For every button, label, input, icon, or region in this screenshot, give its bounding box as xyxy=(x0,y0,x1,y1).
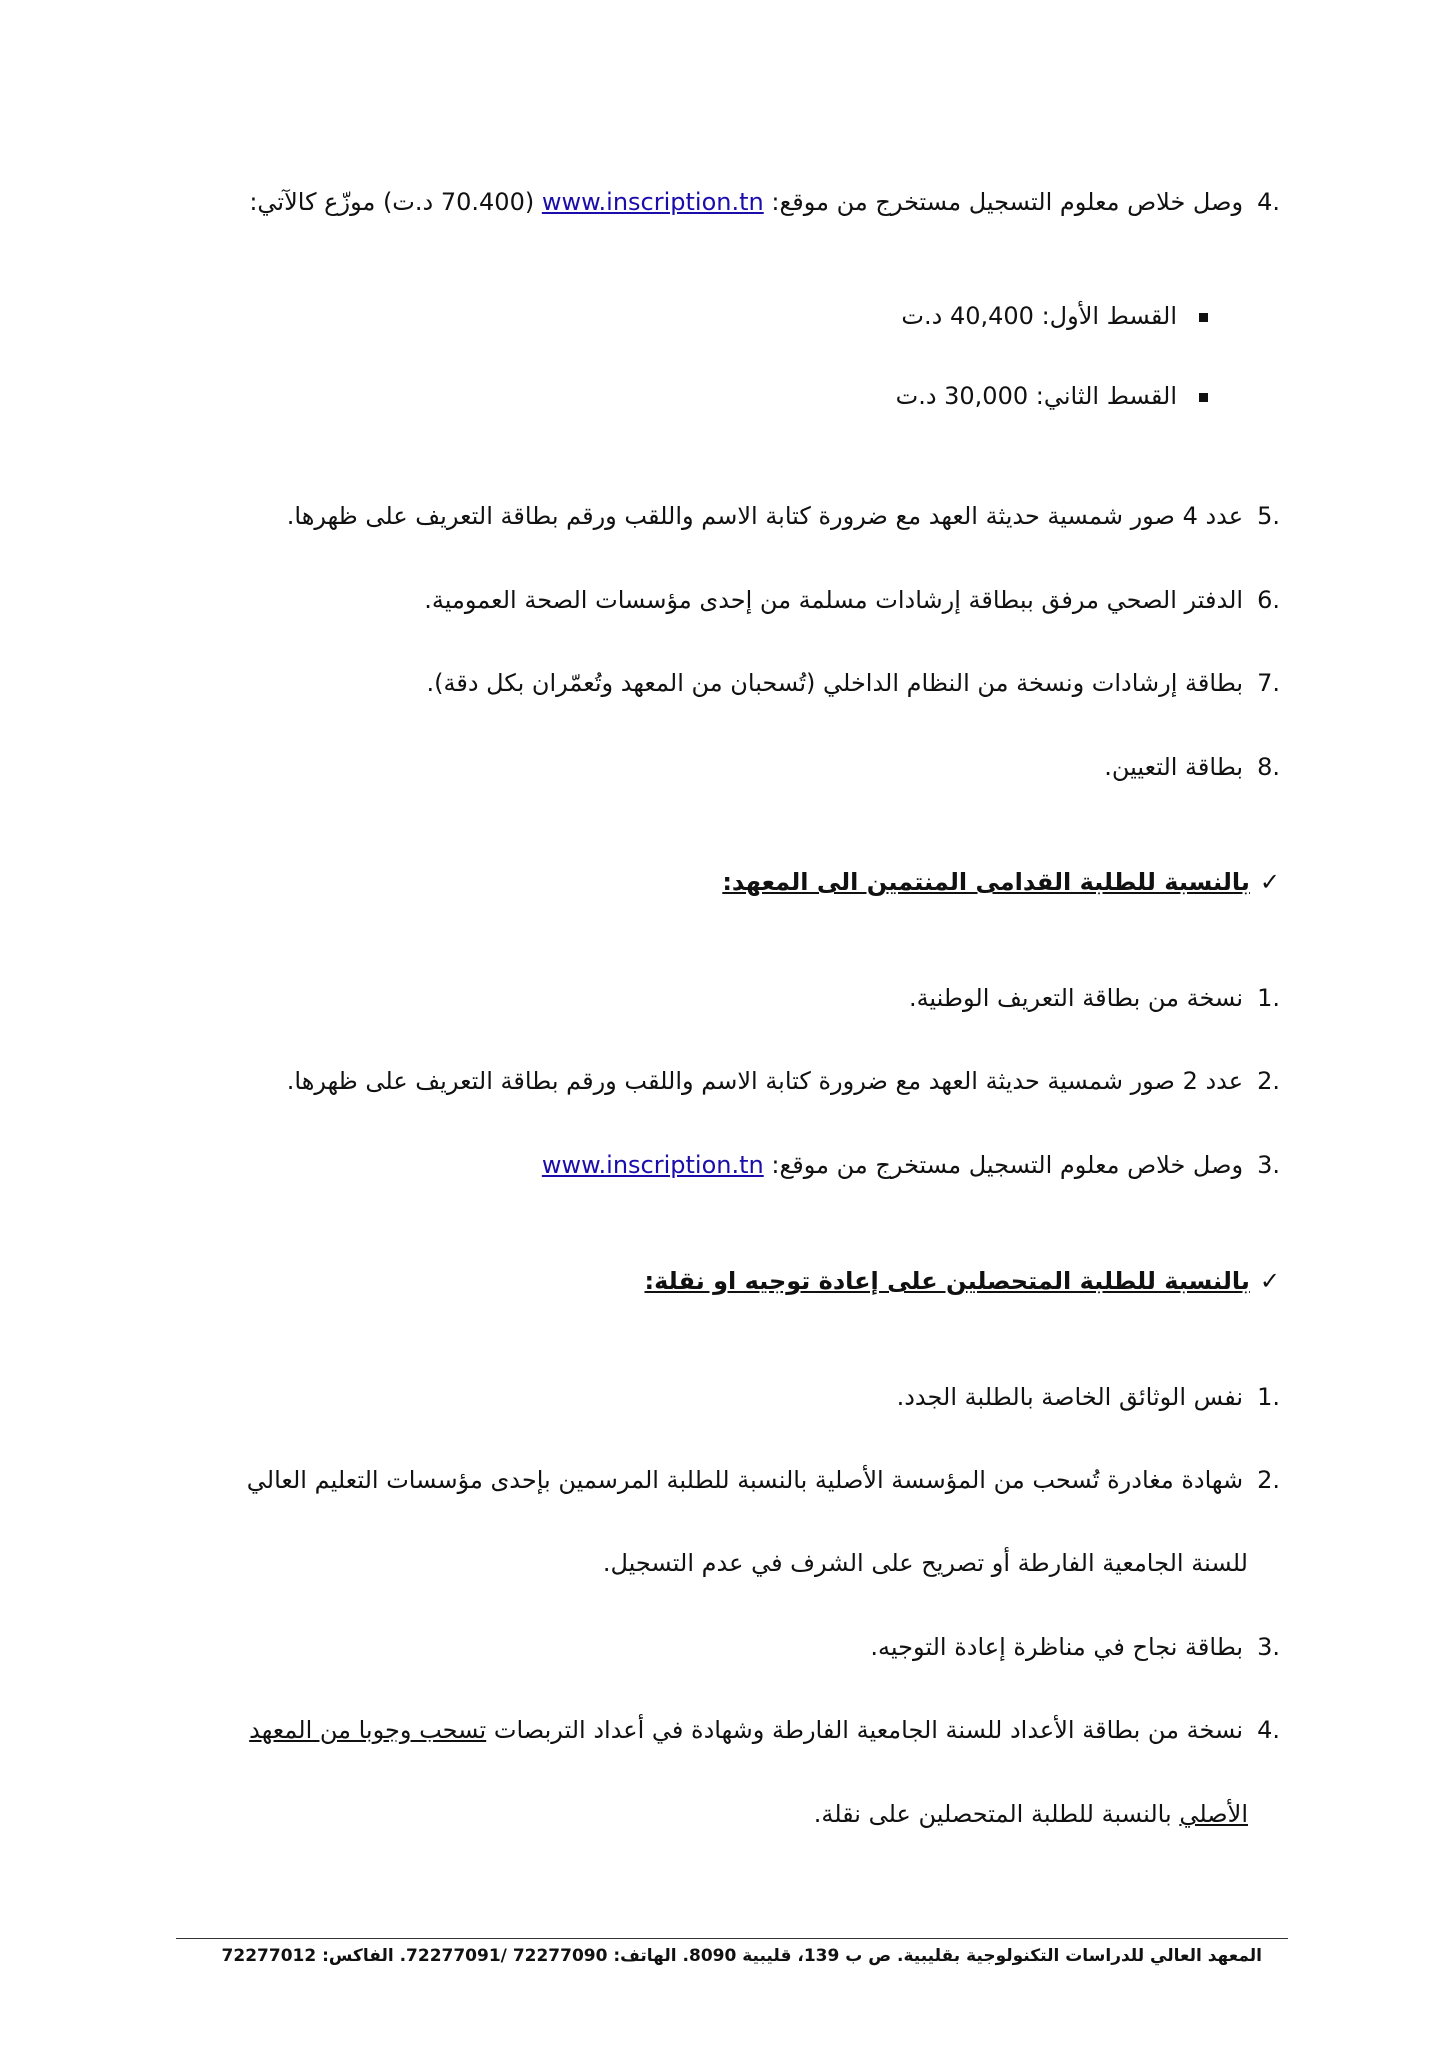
item-text: بطاقة نجاح في مناظرة إعادة التوجيه. xyxy=(870,1633,1244,1661)
item-number: 4 . xyxy=(1257,1710,1280,1750)
footer-divider xyxy=(176,1938,1288,1939)
list-item-id-copy xyxy=(909,978,1280,1018)
footer-contact: المعهد العالي للدراسات التكنولوجية بقليبية. ص ب 139، قليبية 8090. الهاتف: 72277090 /72277091. الفاكس: 72277012 xyxy=(221,1946,1262,1966)
item-number: 7 . xyxy=(1257,663,1280,703)
item-number: 3 . xyxy=(1257,1145,1280,1185)
item-text: بطاقة إرشادات ونسخة من النظام الداخلي (تُسحبان من المعهد وتُعمّران بكل دقة). xyxy=(426,669,1244,697)
square-bullet-icon xyxy=(1199,393,1208,402)
item-text: عدد 2 صور شمسية حديثة العهد مع ضرورة كتابة الاسم واللقب ورقم بطاقة التعريف على ظهرها. xyxy=(286,1067,1244,1095)
list-item-fee-receipt xyxy=(249,182,1280,222)
list-item-photos xyxy=(287,496,1280,536)
item-text: نفس الوثائق الخاصة بالطلبة الجدد. xyxy=(896,1383,1244,1411)
item-text-after: (70.400 د.ت) موزّع كالآتي: xyxy=(249,188,542,216)
list-item-guidance-card xyxy=(427,663,1281,703)
inscription-link[interactable]: www.inscription.tn xyxy=(541,1151,764,1179)
list-item-continuation xyxy=(814,1794,1248,1834)
item-number: 1 . xyxy=(1257,1377,1280,1417)
item-text: نسخة من بطاقة التعريف الوطنية. xyxy=(908,984,1244,1012)
item-number: 2 . xyxy=(1257,1061,1280,1101)
list-item-health-book xyxy=(424,580,1280,620)
section-heading-returning-students xyxy=(722,862,1280,902)
list-item-grades-card xyxy=(249,1710,1280,1750)
item-text: وصل خلاص معلوم التسجيل مستخرج من موقع: xyxy=(763,188,1244,216)
item-number: 1 . xyxy=(1257,978,1280,1018)
square-bullet-icon xyxy=(1199,313,1208,322)
underlined-text: تسحب وجوبا من المعهد xyxy=(249,1716,487,1744)
item-text: شهادة مغادرة تُسحب من المؤسسة الأصلية بالنسبة للطلبة المرسمين بإحدى مؤسسات التعليم العالي xyxy=(246,1466,1244,1494)
installment-2 xyxy=(896,376,1208,416)
underlined-text: الأصلي xyxy=(1179,1800,1248,1828)
list-item-assignment-card xyxy=(1104,747,1280,787)
installment-text: القسط الأول: 40,400 د.ت xyxy=(901,302,1177,330)
heading-text: بالنسبة للطلبة المتحصلين على إعادة توجيه او نقلة: xyxy=(644,1267,1250,1295)
item-text: بالنسبة للطلبة المتحصلين على نقلة. xyxy=(813,1800,1180,1828)
list-item-continuation xyxy=(603,1543,1248,1583)
list-item-success-card xyxy=(870,1627,1280,1667)
item-number: 2 . xyxy=(1257,1460,1280,1500)
item-number: 3 . xyxy=(1257,1627,1280,1667)
heading-text: بالنسبة للطلبة القدامى المنتمين الى المعهد: xyxy=(722,868,1250,896)
item-text: بطاقة التعيين. xyxy=(1104,753,1244,781)
item-text: عدد 4 صور شمسية حديثة العهد مع ضرورة كتابة الاسم واللقب ورقم بطاقة التعريف على ظهرها. xyxy=(286,502,1244,530)
item-number: 4 . xyxy=(1257,182,1280,222)
item-number: 6 . xyxy=(1257,580,1280,620)
item-text: للسنة الجامعية الفارطة أو تصريح على الشرف في عدم التسجيل. xyxy=(602,1549,1248,1577)
list-item-same-documents xyxy=(897,1377,1280,1417)
inscription-link[interactable]: www.inscription.tn xyxy=(541,188,764,216)
item-number: 5 . xyxy=(1257,496,1280,536)
item-text: وصل خلاص معلوم التسجيل مستخرج من موقع: xyxy=(763,1151,1244,1179)
installment-1 xyxy=(901,296,1208,336)
item-text: نسخة من بطاقة الأعداد للسنة الجامعية الفارطة وشهادة في أعداد التربصات xyxy=(486,1716,1244,1744)
item-number: 8 . xyxy=(1257,747,1280,787)
checkmark-icon: ✓ xyxy=(1259,868,1280,896)
list-item-photos xyxy=(287,1061,1280,1101)
item-text: الدفتر الصحي مرفق ببطاقة إرشادات مسلمة من إحدى مؤسسات الصحة العمومية. xyxy=(424,586,1244,614)
checkmark-icon: ✓ xyxy=(1259,1267,1280,1295)
installment-text: القسط الثاني: 30,000 د.ت xyxy=(895,382,1177,410)
list-item-fee-receipt xyxy=(542,1145,1280,1185)
list-item-leaving-certificate xyxy=(247,1460,1280,1500)
section-heading-transfer-students xyxy=(645,1261,1280,1301)
